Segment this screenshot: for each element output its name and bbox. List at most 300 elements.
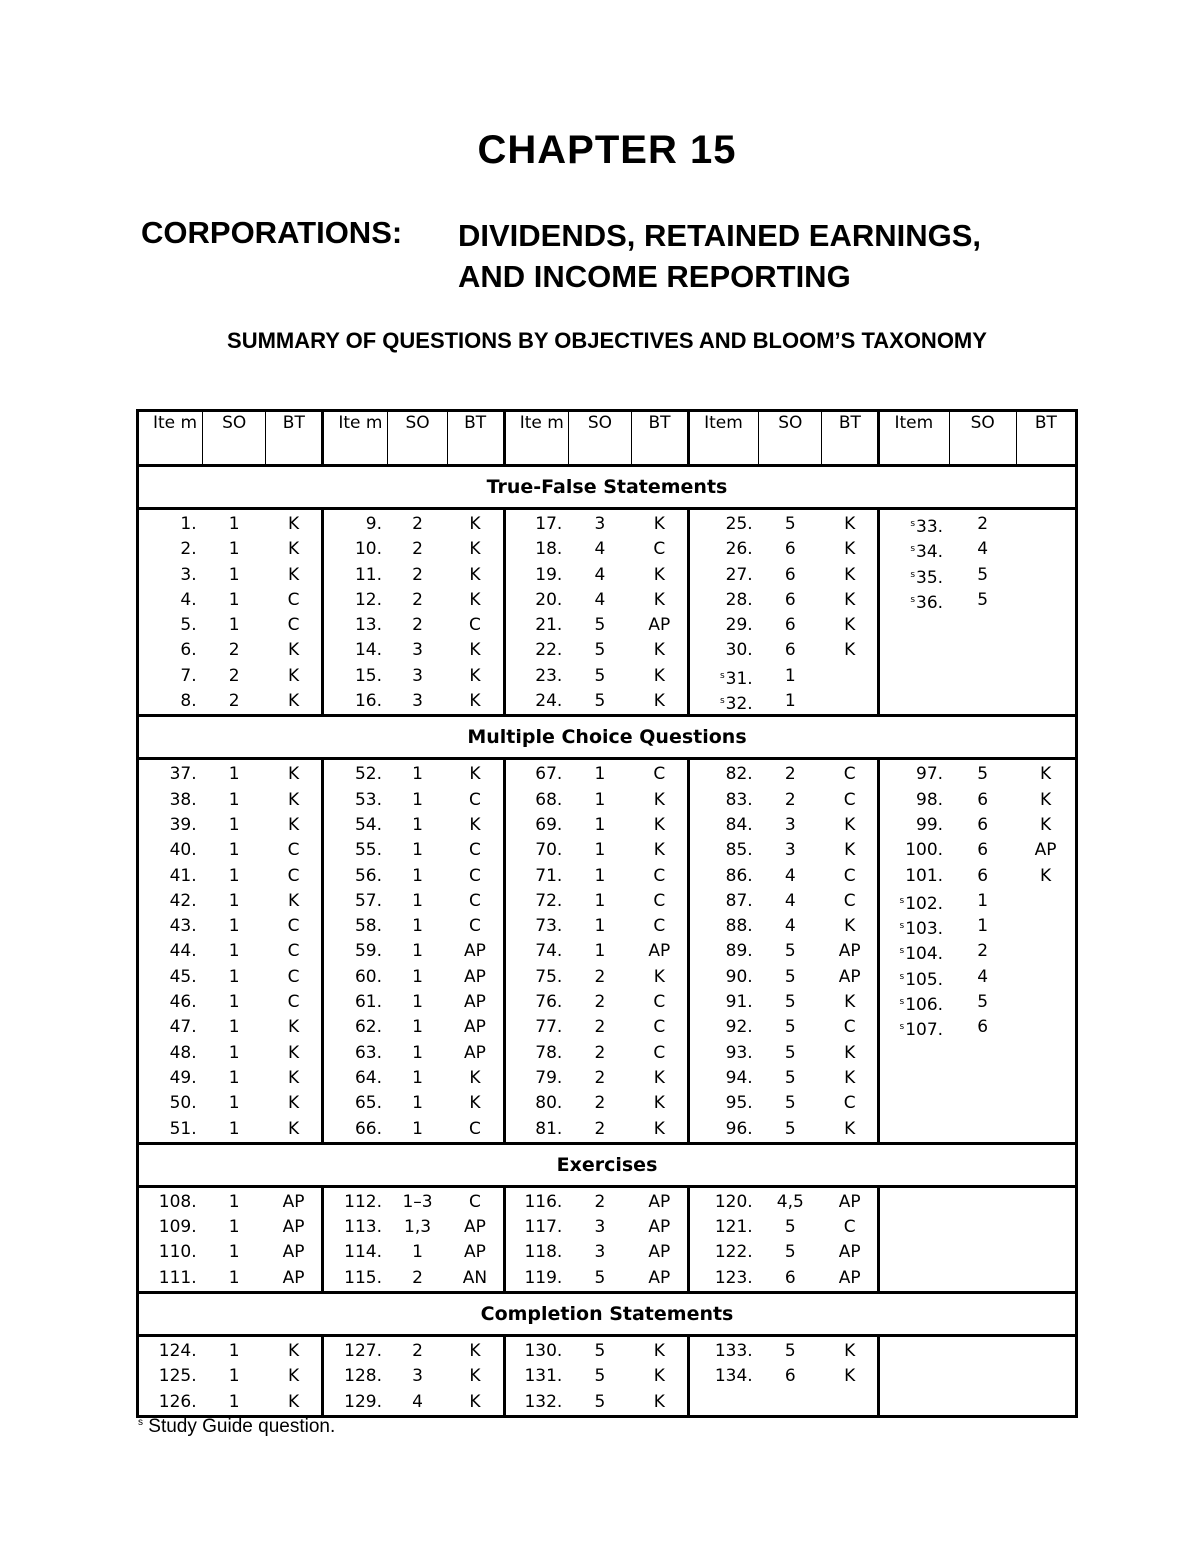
so-value: 1 [412, 1093, 423, 1114]
bt-value: AP [463, 1042, 486, 1063]
bt-value: K [287, 1093, 300, 1114]
header-item: Ite m [504, 411, 568, 466]
item-number-text: 34. [916, 542, 944, 563]
so-value: 1 [228, 840, 240, 861]
bt-value: C [287, 992, 300, 1013]
item-number: 117. [524, 1217, 563, 1238]
bt-column [447, 759, 504, 1143]
so-value: 1 [784, 665, 796, 686]
bt-value: AP [838, 1267, 861, 1288]
bt-value: C [468, 1118, 481, 1139]
section-title: True-False Statements [138, 466, 1077, 509]
item-number: 41. [169, 865, 197, 886]
item-column [879, 509, 949, 716]
item-number: 18. [535, 539, 563, 560]
study-guide-mark: s [910, 569, 916, 580]
so-value: 2 [594, 1118, 606, 1139]
so-value: 5 [784, 1017, 796, 1038]
bt-value: K [469, 1093, 481, 1114]
so-value: 1 [228, 764, 240, 785]
bt-value: AP [463, 1217, 486, 1238]
item-number: 25. [725, 514, 753, 534]
bt-value: C [287, 589, 300, 610]
item-column [138, 1336, 203, 1417]
header-row [138, 411, 1077, 466]
item-number: 86. [725, 865, 753, 886]
item-number-text: 35. [916, 567, 944, 588]
item-number: 96. [725, 1118, 753, 1139]
so-column [949, 1186, 1016, 1292]
item-number: 93. [725, 1042, 753, 1063]
item-number: 70. [535, 840, 563, 861]
so-value: 3 [594, 514, 606, 534]
item-number: 14. [354, 640, 382, 661]
item-number: 120. [714, 1191, 753, 1212]
item-number: 4. [180, 589, 197, 610]
bt-value: C [653, 865, 666, 886]
bt-column [631, 509, 688, 716]
so-value: 6 [784, 615, 796, 636]
item-number: 82. [725, 764, 753, 785]
bt-value: AP [838, 941, 861, 962]
bt-value: K [653, 665, 665, 686]
item-number: 53. [354, 789, 382, 810]
item-number: 66. [354, 1118, 382, 1139]
item-number: 118. [524, 1242, 563, 1263]
item-number: 10. [354, 539, 382, 560]
section-data-row [138, 509, 1077, 716]
so-column [759, 1186, 822, 1292]
item-number-text: 33. [916, 517, 944, 537]
so-value: 1 [412, 789, 423, 810]
header-item: Item [689, 411, 759, 466]
item-number: 73. [535, 916, 563, 937]
item-number: 84. [725, 814, 753, 835]
so-value: 5 [784, 966, 796, 987]
bt-value: AP [282, 1217, 305, 1238]
bt-value: K [844, 1366, 856, 1387]
item-number: 85. [725, 840, 753, 861]
item-number: 56. [354, 865, 382, 886]
bt-value: K [1040, 789, 1052, 810]
so-value: 2 [228, 640, 240, 661]
item-number: 55. [354, 840, 382, 861]
so-value: 1,3 [404, 1217, 432, 1238]
so-value: 1 [594, 916, 606, 937]
item-number: 11. [354, 564, 382, 585]
item-number: 30. [725, 640, 753, 661]
so-value: 1 [977, 916, 989, 937]
section-title: Completion Statements [138, 1293, 1077, 1336]
bt-value: K [287, 1366, 300, 1387]
so-value: 1 [228, 789, 240, 810]
bt-value: C [843, 865, 856, 886]
bt-value: C [843, 890, 856, 911]
so-value: 1 [228, 941, 240, 962]
bt-value: K [287, 539, 300, 560]
item-number: 134. [714, 1366, 753, 1387]
item-column [323, 1186, 388, 1292]
so-value: 5 [594, 1341, 606, 1362]
so-value: 3 [412, 665, 423, 686]
so-column [388, 1336, 447, 1417]
so-value: 5 [784, 992, 796, 1013]
item-number: 94. [725, 1067, 753, 1088]
bt-value: C [653, 1017, 666, 1038]
item-number: 64. [354, 1067, 382, 1088]
bt-column [1016, 1336, 1076, 1417]
bt-value: K [844, 1341, 856, 1362]
bt-value: K [469, 764, 481, 785]
header-bt: BT [266, 411, 323, 466]
bt-value: C [287, 941, 300, 962]
bt-value: K [469, 1341, 481, 1362]
so-value: 1 [228, 514, 240, 534]
bt-value [1016, 512, 1075, 537]
item-number: 122. [714, 1242, 753, 1263]
item-number: 115. [344, 1267, 382, 1288]
bt-value: K [653, 789, 665, 810]
item-number: 51. [169, 1118, 197, 1139]
item-number: 1. [180, 514, 197, 534]
section-data-row [138, 1186, 1077, 1292]
bt-value: K [844, 916, 856, 937]
so-value: 2 [412, 1267, 423, 1288]
bt-value: C [653, 890, 666, 911]
section-data-row [138, 759, 1077, 1143]
bt-value: K [653, 640, 665, 661]
bt-column [1016, 509, 1076, 716]
header-item: Ite m [323, 411, 388, 466]
bt-value [1016, 914, 1075, 939]
item-number: 22. [535, 640, 563, 661]
header-item: Ite m [138, 411, 203, 466]
item-number: 13. [354, 615, 382, 636]
so-value: 4,5 [776, 1191, 804, 1212]
item-number: 60. [354, 966, 382, 987]
item-number: 49. [169, 1067, 197, 1088]
so-value: 1 [412, 941, 423, 962]
so-value: 1 [412, 840, 423, 861]
so-value: 1 [594, 814, 606, 835]
bt-value: K [287, 1341, 300, 1362]
so-value: 1 [412, 764, 423, 785]
bt-value: K [1040, 764, 1052, 785]
item-column [504, 1336, 568, 1417]
study-guide-mark: s [910, 519, 916, 529]
item-number: 101. [905, 865, 944, 886]
item-column [689, 1336, 759, 1417]
so-value: 5 [784, 1118, 796, 1139]
study-guide-mark: s [899, 946, 905, 957]
item-number: 116. [524, 1191, 563, 1212]
bt-value: C [843, 1093, 856, 1114]
item-number: 61. [354, 992, 382, 1013]
bt-value: AP [463, 966, 486, 987]
item-number: 20. [535, 589, 563, 610]
bt-value: K [287, 640, 300, 661]
bt-value: K [469, 1067, 481, 1088]
title-lead: CORPORATIONS: [141, 215, 403, 250]
item-number [880, 1015, 943, 1040]
footnote [138, 1416, 335, 1438]
bt-value: K [653, 840, 665, 861]
item-number-text: 104. [905, 944, 944, 965]
section-header [138, 1293, 1077, 1336]
item-number: 124. [158, 1341, 197, 1362]
item-number: 77. [535, 1017, 563, 1038]
bt-value: K [287, 665, 300, 686]
bt-value: K [469, 564, 481, 585]
so-value: 5 [594, 1267, 606, 1288]
bt-value [1016, 563, 1075, 588]
so-column [203, 1186, 266, 1292]
bt-column [447, 1186, 504, 1292]
so-column [949, 1336, 1016, 1417]
bt-value: K [469, 1366, 481, 1387]
bt-value: K [844, 992, 856, 1013]
bt-column [1016, 759, 1076, 1143]
so-value: 1 [228, 814, 240, 835]
so-value: 1 [412, 1042, 423, 1063]
so-value: 1 [228, 992, 240, 1013]
item-number [690, 689, 753, 714]
so-value: 1 [594, 764, 606, 785]
item-number-text: 36. [916, 592, 944, 613]
bt-value: K [844, 514, 856, 534]
item-number: 6. [180, 640, 197, 661]
study-guide-mark: s [899, 921, 905, 932]
item-number: 43. [169, 916, 197, 937]
bt-value: AP [648, 1217, 671, 1238]
bt-value: K [653, 1341, 665, 1362]
bt-value: AP [838, 1191, 861, 1212]
item-number: 97. [916, 764, 944, 785]
item-number: 126. [158, 1391, 197, 1412]
item-number: 108. [158, 1191, 197, 1212]
so-value: 1 [412, 1017, 423, 1038]
bt-value: C [468, 615, 481, 636]
so-value: 1 [228, 615, 240, 636]
bt-value: K [469, 691, 481, 712]
item-number: 21. [535, 615, 563, 636]
bt-value: K [653, 1118, 665, 1139]
item-column [689, 1186, 759, 1292]
item-number: 83. [725, 789, 753, 810]
item-number-text: 103. [905, 919, 944, 940]
bt-value: AP [648, 1191, 671, 1212]
item-number: 100. [905, 840, 944, 861]
item-number-text: 32. [725, 694, 753, 715]
bt-value: C [653, 764, 666, 785]
bt-value: AP [463, 1017, 486, 1038]
item-number: 27. [725, 564, 753, 585]
so-value: 4 [784, 890, 796, 911]
item-column [879, 1186, 949, 1292]
item-number: 127. [344, 1341, 382, 1362]
item-number: 125. [158, 1366, 197, 1387]
bt-value: K [287, 890, 300, 911]
bt-value [1016, 990, 1075, 1015]
bt-value: C [468, 865, 481, 886]
bt-value: K [653, 691, 665, 712]
item-number: 99. [916, 814, 944, 835]
item-number: 16. [354, 691, 382, 712]
bt-value: AP [648, 1267, 671, 1288]
so-column [203, 509, 266, 716]
so-value: 2 [594, 1017, 606, 1038]
item-number: 92. [725, 1017, 753, 1038]
bt-value: C [287, 615, 300, 636]
so-value: 4 [784, 916, 796, 937]
so-value: 1 [594, 789, 606, 810]
item-number-text: 105. [905, 969, 944, 990]
study-guide-mark: s [899, 971, 905, 982]
section-header [138, 716, 1077, 759]
so-column [388, 1186, 447, 1292]
so-value: 1 [412, 992, 423, 1013]
header-bt: BT [447, 411, 504, 466]
so-value: 6 [977, 865, 989, 886]
bt-value: K [469, 589, 481, 610]
so-value: 2 [784, 764, 796, 785]
bt-value: C [468, 840, 481, 861]
so-value: 1 [228, 1217, 240, 1238]
bt-value [822, 664, 878, 689]
item-number: 63. [354, 1042, 382, 1063]
item-number: 3. [180, 564, 197, 585]
item-number: 95. [725, 1093, 753, 1114]
item-number: 48. [169, 1042, 197, 1063]
bt-value: K [844, 564, 856, 585]
title-line-2: AND INCOME REPORTING [458, 259, 851, 294]
bt-value: K [287, 564, 300, 585]
bt-value: AP [648, 615, 671, 636]
so-value: 6 [784, 589, 796, 610]
bt-column [822, 1336, 879, 1417]
so-column [949, 509, 1016, 716]
item-number: 88. [725, 916, 753, 937]
item-number: 8. [180, 691, 197, 712]
bt-column [822, 509, 879, 716]
item-number: 47. [169, 1017, 197, 1038]
item-number [880, 914, 943, 939]
bt-value: C [653, 539, 666, 560]
item-number: 87. [725, 890, 753, 911]
so-value: 6 [784, 640, 796, 661]
study-guide-mark: s [910, 594, 916, 605]
bt-value: AP [648, 1242, 671, 1263]
so-value: 1 [228, 1067, 240, 1088]
so-value: 6 [977, 840, 989, 861]
so-value: 1 [412, 1242, 423, 1263]
item-number: 40. [169, 840, 197, 861]
so-value: 2 [412, 564, 423, 585]
bt-value: K [844, 814, 856, 835]
item-number: 2. [180, 539, 197, 560]
so-value: 4 [594, 564, 606, 585]
so-value: 5 [594, 1366, 606, 1387]
item-number: 76. [535, 992, 563, 1013]
header-item: Item [879, 411, 949, 466]
item-number [880, 939, 943, 964]
bt-value: AN [462, 1267, 488, 1288]
so-value: 1 [228, 890, 240, 911]
so-value: 1 [594, 865, 606, 886]
bt-value: K [844, 615, 856, 636]
so-value: 6 [784, 1366, 796, 1387]
header-bt: BT [631, 411, 688, 466]
title-main [458, 215, 981, 297]
so-value: 1 [228, 916, 240, 937]
item-column [504, 759, 568, 1143]
so-value: 2 [412, 1341, 423, 1362]
item-number: 78. [535, 1042, 563, 1063]
bt-value: K [653, 814, 665, 835]
footnote-text: Study Guide question. [148, 1416, 336, 1437]
item-number: 69. [535, 814, 563, 835]
summary-table [136, 409, 1078, 1418]
so-value: 1 [228, 1118, 240, 1139]
item-number: 12. [354, 589, 382, 610]
so-value: 5 [784, 941, 796, 962]
bt-value: K [1040, 814, 1052, 835]
so-value: 6 [784, 564, 796, 585]
so-value: 1 [412, 916, 423, 937]
so-value: 4 [977, 539, 989, 560]
header-so: SO [568, 411, 631, 466]
bt-value: K [287, 1042, 300, 1063]
bt-value: K [653, 514, 665, 534]
so-value: 3 [412, 640, 423, 661]
bt-value: K [287, 1391, 300, 1412]
item-number: 81. [535, 1118, 563, 1139]
item-column [504, 1186, 568, 1292]
so-value: 1 [412, 1067, 423, 1088]
item-number: 91. [725, 992, 753, 1013]
item-number: 79. [535, 1067, 563, 1088]
item-number: 54. [354, 814, 382, 835]
so-value: 1 [412, 814, 423, 835]
bt-value: K [287, 764, 300, 785]
item-number: 42. [169, 890, 197, 911]
so-value: 1 [594, 890, 606, 911]
bt-column [447, 509, 504, 716]
header-so: SO [203, 411, 266, 466]
so-value: 5 [784, 1093, 796, 1114]
so-value: 3 [412, 1366, 423, 1387]
item-number: 132. [524, 1391, 563, 1412]
so-value: 4 [784, 865, 796, 886]
so-value: 5 [784, 1242, 796, 1263]
bt-value [822, 689, 878, 714]
so-value: 6 [977, 1017, 989, 1038]
so-value: 1 [594, 941, 606, 962]
so-value: 1 [412, 890, 423, 911]
bt-column [822, 1186, 879, 1292]
bt-column [631, 759, 688, 1143]
item-number: 46. [169, 992, 197, 1013]
so-column [568, 1336, 631, 1417]
study-guide-mark: s [719, 696, 725, 707]
bt-value: AP [838, 1242, 861, 1263]
bt-value: K [844, 640, 856, 661]
so-column [949, 759, 1016, 1143]
bt-column [631, 1186, 688, 1292]
section-header [138, 1143, 1077, 1186]
so-value: 1 [228, 1017, 240, 1038]
so-value: 4 [977, 966, 989, 987]
